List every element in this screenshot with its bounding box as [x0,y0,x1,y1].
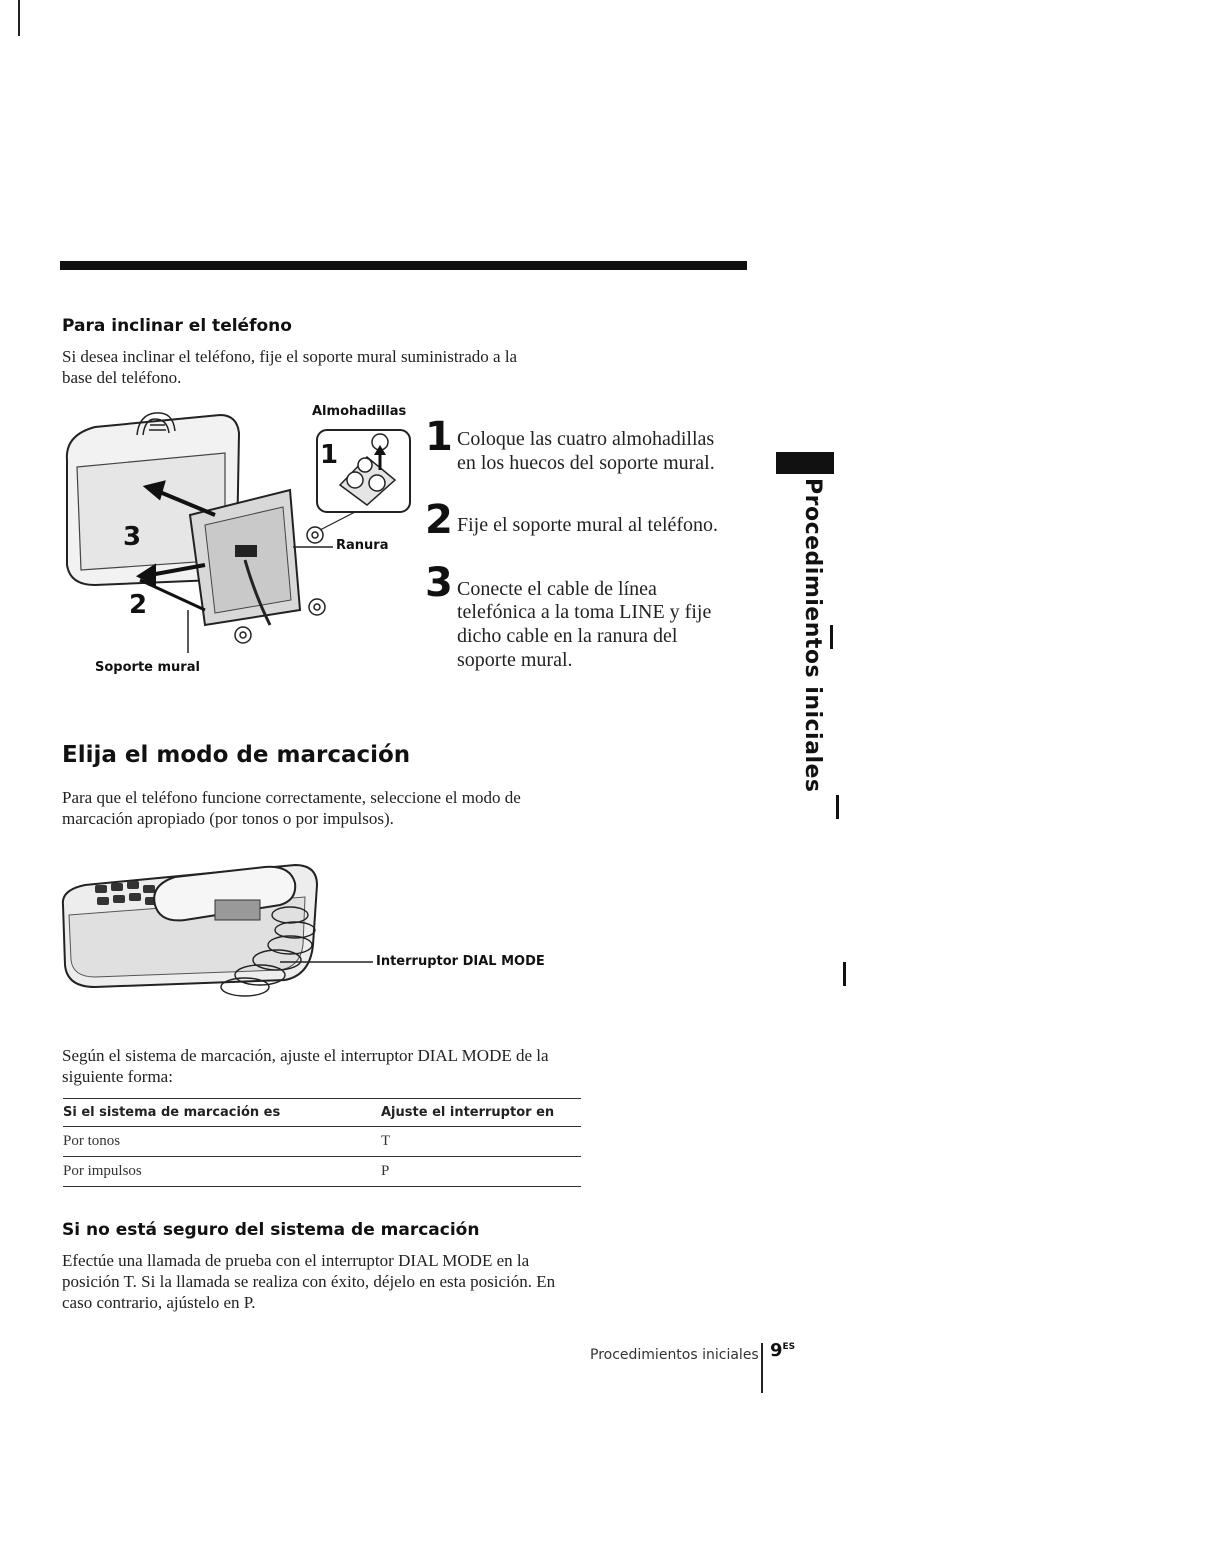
step-text: dicho cable en la ranura del [457,625,678,647]
section-intro-line: Para que el teléfono funcione correctamente, seleccione el modo de [62,788,521,807]
step-number: 2 [425,497,453,543]
label-almohadillas: Almohadillas [312,404,407,419]
callout-3: 3 [123,522,142,552]
section-heading-unsure: Si no está seguro del sistema de marcación [62,1220,480,1240]
table-cell: Por impulsos [63,1157,381,1187]
section-intro-line: marcación apropiado (por tonos o por impulsos). [62,809,394,828]
dial-mode-table [63,1098,581,1187]
page-number [770,1340,795,1361]
section-intro-line: Si desea inclinar el teléfono, fije el soporte mural suministrado a la [62,347,518,366]
step-text: telefónica a la toma LINE y fije [457,601,712,623]
side-tab-title: Procedimientos iniciales [800,478,825,793]
telephone-illustration [55,845,375,1015]
section-divider-bar [60,261,747,270]
section-intro-line: base del teléfono. [62,368,182,387]
paragraph-line: siguiente forma: [62,1067,173,1086]
paragraph-line: Efectúe una llamada de prueba con el interruptor DIAL MODE en la [62,1251,530,1270]
step-text: Fije el soporte mural al teléfono. [457,514,719,536]
margin-rule [18,0,20,36]
footer-separator [761,1343,763,1393]
callout-1: 1 [320,440,339,470]
table-row [63,1157,581,1187]
edge-mark [830,625,833,649]
step-number: 3 [425,560,453,606]
step-text: en los huecos del soporte mural. [457,452,715,474]
table-header-row [63,1099,581,1127]
label-dial-mode-switch: Interruptor DIAL MODE [376,954,545,969]
section-heading-tilt: Para inclinar el teléfono [62,316,292,336]
table-cell: T [381,1127,581,1157]
step-number: 1 [425,414,453,460]
step-text: soporte mural. [457,649,573,671]
table-header-cell: Si el sistema de marcación es [63,1099,381,1127]
paragraph-line: Según el sistema de marcación, ajuste el interruptor DIAL MODE de la [62,1046,549,1065]
side-tab-marker [776,452,834,474]
footer-section-name: Procedimientos iniciales [590,1347,759,1363]
step-text: Coloque las cuatro almohadillas [457,428,715,450]
table-cell: P [381,1157,581,1187]
callout-2: 2 [129,590,148,620]
table-header-cell: Ajuste el interruptor en [381,1099,581,1127]
label-soporte-mural: Soporte mural [95,660,200,675]
paragraph-line: caso contrario, ajústelo en P. [62,1293,256,1312]
page-language-suffix: ES [782,1342,796,1352]
table-cell: Por tonos [63,1127,381,1157]
page-number-value: 9 [770,1340,783,1361]
step-text: Conecte el cable de línea [457,578,657,600]
edge-mark [836,795,839,819]
label-ranura: Ranura [336,538,389,553]
edge-mark [843,962,846,986]
paragraph-line: posición T. Si la llamada se realiza con éxito, déjelo en esta posición. En [62,1272,556,1291]
section-heading-dial-mode: Elija el modo de marcación [62,742,411,768]
table-row [63,1127,581,1157]
